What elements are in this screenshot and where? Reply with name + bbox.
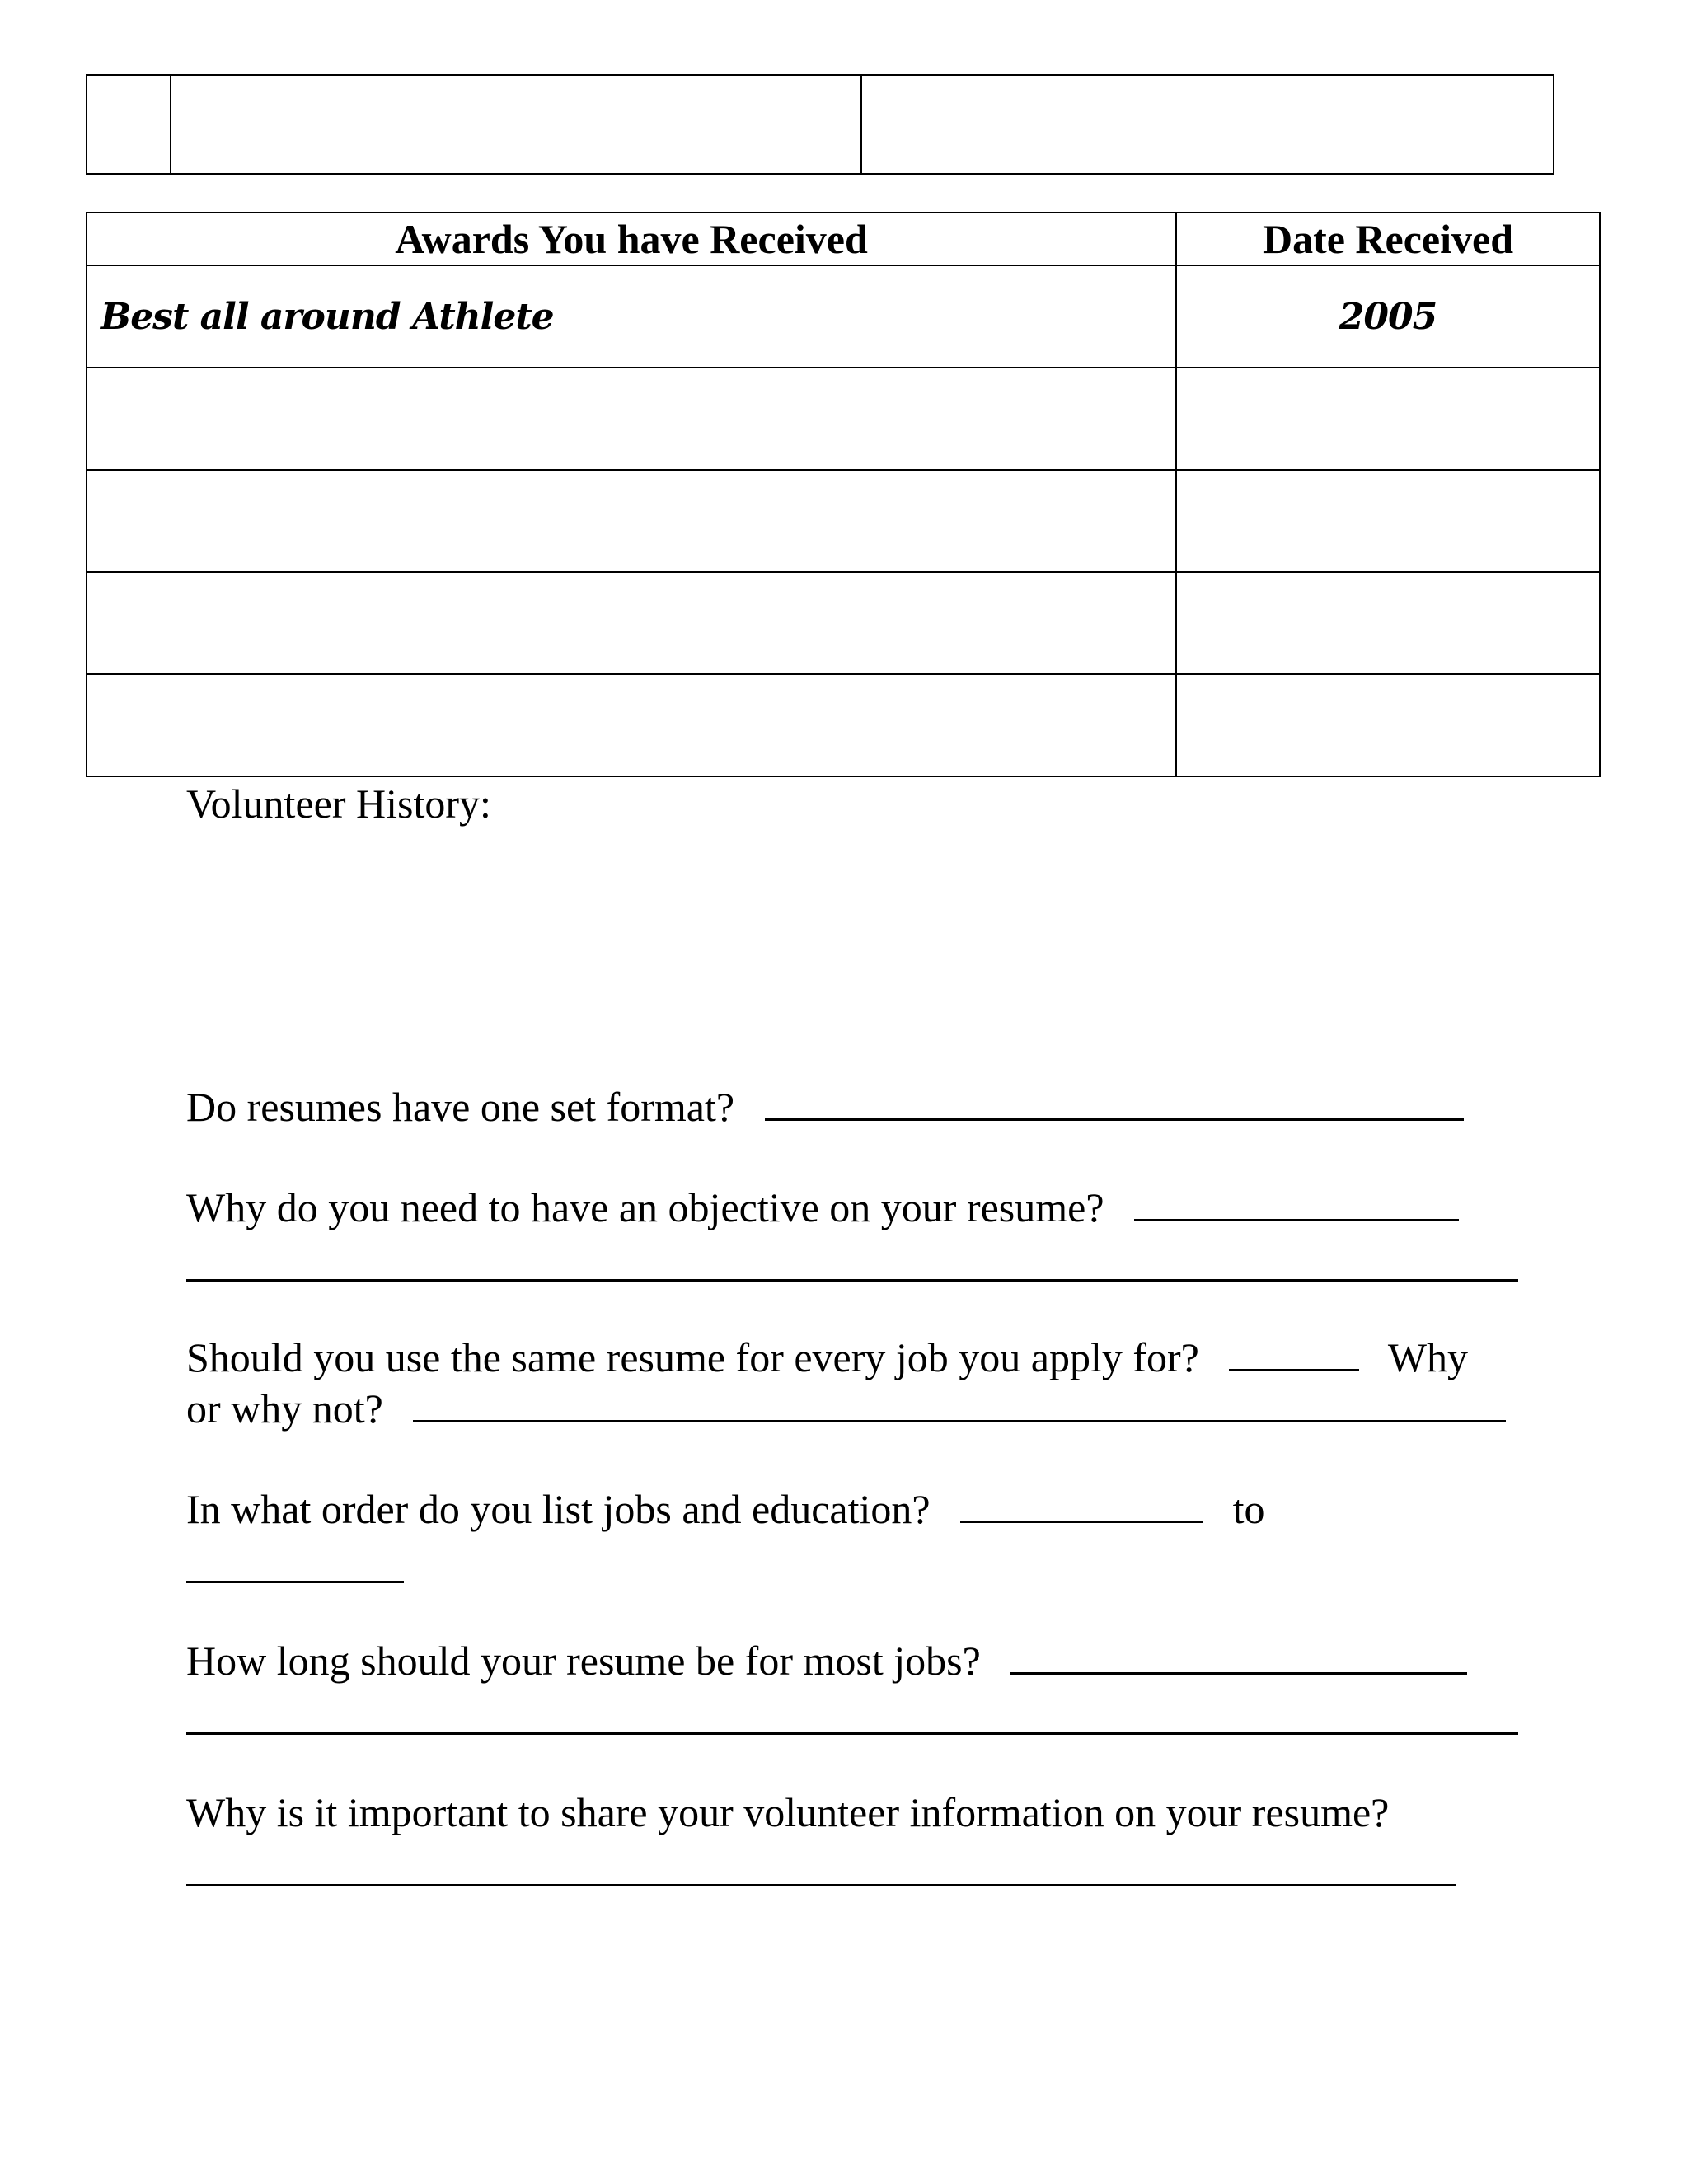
question-2-text: Why do you need to have an objective on your resume? [186, 1184, 1104, 1230]
answer-line-2[interactable] [186, 1279, 1518, 1282]
award-cell[interactable] [87, 572, 1176, 674]
answer-blank-4a[interactable] [960, 1520, 1203, 1523]
question-2 [186, 1182, 1459, 1233]
question-3-why: Why [1387, 1334, 1469, 1380]
table-row [87, 265, 1600, 368]
date-cell[interactable] [1176, 572, 1600, 674]
awards-table [86, 212, 1601, 777]
question-4-text: In what order do you list jobs and education? [186, 1486, 931, 1532]
question-3 [186, 1332, 1468, 1383]
answer-blank-3a[interactable] [1229, 1368, 1359, 1371]
answer-blank-2[interactable] [1134, 1218, 1459, 1221]
question-3-text: Should you use the same resume for every job you apply for? [186, 1334, 1199, 1380]
answer-blank-4b[interactable] [186, 1581, 404, 1583]
table-row [87, 470, 1600, 572]
date-cell[interactable] [1176, 368, 1600, 470]
date-cell[interactable]: 2005 [1176, 265, 1600, 368]
award-cell[interactable] [87, 368, 1176, 470]
date-cell[interactable] [1176, 470, 1600, 572]
question-3-text-cont: or why not? [186, 1385, 383, 1432]
top-table-cell [87, 75, 171, 174]
question-3-cont [186, 1383, 1506, 1434]
answer-blank-1[interactable] [765, 1118, 1464, 1121]
question-1 [186, 1081, 1464, 1132]
question-4-to: to [1232, 1486, 1265, 1532]
answer-line-5[interactable] [186, 1732, 1518, 1735]
award-cell[interactable] [87, 470, 1176, 572]
question-5 [186, 1635, 1467, 1686]
question-4 [186, 1483, 1264, 1535]
table-row [87, 674, 1600, 776]
date-cell[interactable] [1176, 674, 1600, 776]
top-table-cell [171, 75, 861, 174]
answer-line-6[interactable] [186, 1884, 1456, 1886]
answer-blank-5[interactable] [1010, 1671, 1467, 1675]
date-header: Date Received [1176, 213, 1600, 265]
award-cell[interactable]: Best all around Athlete [87, 265, 1176, 368]
table-row [87, 368, 1600, 470]
top-table-cell [861, 75, 1554, 174]
question-6 [186, 1787, 1389, 1838]
table-row [87, 572, 1600, 674]
answer-blank-3b[interactable] [413, 1419, 1506, 1422]
award-cell[interactable] [87, 674, 1176, 776]
question-1-text: Do resumes have one set format? [186, 1084, 735, 1130]
top-table [86, 74, 1554, 175]
question-6-text: Why is it important to share your volunteer information on your resume? [186, 1789, 1390, 1835]
volunteer-heading: Volunteer History: [186, 780, 491, 827]
awards-header: Awards You have Received [87, 213, 1176, 265]
question-5-text: How long should your resume be for most jobs? [186, 1638, 981, 1684]
